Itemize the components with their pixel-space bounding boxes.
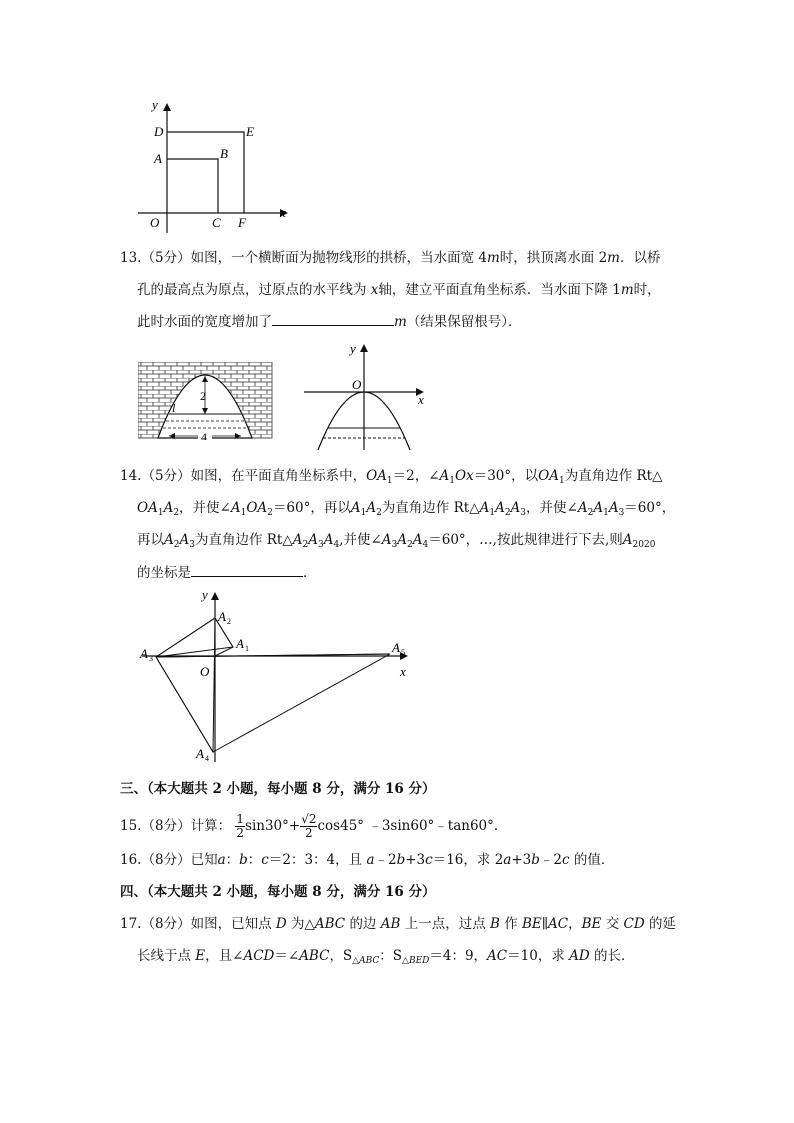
q16 (120, 850, 614, 870)
q17-text: 作 (504, 916, 518, 932)
label-D: D (154, 124, 164, 139)
q17-text: ，S (329, 948, 353, 964)
q14-sub: 1 (489, 508, 496, 518)
label-A2 (217, 609, 231, 626)
q14-A: A (412, 532, 423, 548)
q14-text: 为直角边作 Rt△ (564, 468, 663, 484)
q17-var: BE∥AC (522, 916, 569, 932)
q14-text: 再以 (137, 532, 164, 548)
q17-var: B (490, 916, 500, 932)
q14-Ox: Ox (455, 468, 474, 484)
width-label: 4 (201, 430, 207, 440)
q17-text: 为△ (291, 916, 315, 932)
q14-sub: 2 (504, 508, 511, 518)
q13-width: 4 (478, 250, 487, 266)
label-A4 (195, 746, 209, 763)
svg-text:5: 5 (401, 648, 405, 657)
q14-text: 为直角边作 Rt△ (381, 500, 480, 516)
svg-text:A: A (196, 746, 204, 761)
q16-var: a (366, 852, 375, 868)
q17-text: 如图，已知点 (190, 916, 272, 932)
q16-var: b (396, 852, 406, 868)
q14-A: A (479, 500, 490, 516)
label-E: E (246, 124, 254, 139)
q14-sub: 1 (386, 476, 393, 486)
q17-var: CD (623, 916, 645, 932)
q13-text: 时，拱顶离水面 (499, 250, 595, 266)
q17-line1 (120, 914, 676, 934)
q14-A: A (323, 532, 334, 548)
q17-var: AB (380, 916, 401, 932)
y-axis-arrow (211, 592, 219, 600)
q17-sub: △BED (402, 956, 430, 966)
q15-number: 15. (120, 818, 142, 834)
q14-sub: 3 (520, 508, 527, 518)
q13-number: 13. (120, 250, 142, 266)
q14-sub: 4 (422, 540, 429, 550)
q16-var: b (531, 852, 540, 868)
label-x: x (418, 392, 424, 407)
figure-q14 (138, 586, 428, 764)
q17-var: AC (487, 948, 508, 964)
q17-text: 的长． (594, 948, 635, 964)
q17-sub: △ABC (352, 956, 380, 966)
q13-unit-m: m (486, 250, 500, 266)
q14-line4 (137, 562, 317, 583)
label-F: F (238, 215, 246, 230)
label-l: l (172, 401, 176, 415)
q13-text: 此时水面的宽度增加了 (137, 314, 272, 330)
q13-text: 时， (633, 282, 661, 298)
q14-text: ＝2，∠ (392, 468, 440, 484)
q16-text: ﹣2 (374, 852, 397, 868)
q15-score: （8分） (141, 818, 191, 834)
q13-text: 孔的最高点为原点，过原点的水平线为 (137, 282, 367, 298)
q14-text: ． (303, 565, 317, 581)
q16-number: 16. (120, 852, 142, 868)
q14-A: A (593, 500, 604, 516)
q14-text: ＝60°，…,按此规律进行下去,则 (428, 532, 623, 548)
y-axis-arrow (163, 103, 171, 111)
q14-sub: 2 (376, 508, 382, 518)
svg-text:4: 4 (205, 754, 209, 763)
q14-text: ，并使∠ (179, 500, 231, 516)
q14-line3 (137, 530, 655, 555)
q16-text: +3 (511, 852, 532, 868)
q14-text: ,并使∠ (339, 532, 382, 548)
q14-A: A (308, 532, 318, 548)
q14-sub: 3 (618, 508, 625, 518)
q13-drop: 1 (612, 282, 621, 298)
label-C: C (212, 215, 221, 230)
q16-text: ： (247, 852, 262, 868)
figure-q13-bridge (138, 362, 273, 440)
q14-A: A (439, 468, 450, 484)
label-A3 (139, 646, 153, 663)
label-A5 (391, 640, 405, 657)
q13-unit-m: m (620, 282, 634, 298)
label-A: A (154, 151, 162, 166)
q14-A: A (366, 500, 377, 516)
q14-sub: 1 (240, 508, 247, 518)
q16-var: a (503, 852, 512, 868)
q14-text: ＝60°，再以 (272, 500, 351, 516)
q16-var: c (261, 852, 269, 868)
label-A1 (235, 636, 249, 653)
q17-var: D (275, 916, 287, 932)
q14-A: A (230, 500, 241, 516)
q17-number: 17. (120, 916, 142, 932)
figure-q13-parabola (300, 338, 435, 452)
label-x: x (280, 205, 286, 220)
q14-A: A (292, 532, 303, 548)
q16-var: c (562, 852, 570, 868)
q16-score: （8分） (141, 852, 191, 868)
q14-text: 为直角边作 Rt△ (194, 532, 293, 548)
q17-var: BE (581, 916, 602, 932)
q14-A: A (608, 500, 619, 516)
q14-A: A (350, 500, 361, 516)
q15-cos: cos45° (317, 818, 365, 834)
q17-var: ABC (314, 916, 346, 932)
y-axis-arrow (360, 344, 368, 352)
q17-text: ＝∠ (274, 948, 300, 964)
q17-text: 交 (605, 916, 620, 932)
label-B: B (220, 146, 228, 161)
fraction-sqrt2-over-2: $\frac{√2}{2}$ (301, 812, 317, 840)
q14-A: A (577, 500, 588, 516)
q14-sub: 2 (173, 540, 180, 550)
q14-A: A (163, 500, 174, 516)
q13-height: 2 (598, 250, 608, 266)
label-x: x (400, 664, 406, 679)
rect-ABC (167, 159, 218, 213)
q14-number: 14. (120, 468, 142, 484)
q16-var: a (217, 852, 226, 868)
q15-plus: + (288, 818, 301, 834)
q13-text: （结果保留根号）． (406, 314, 522, 330)
q14-sub: 2 (173, 508, 180, 518)
label-y: y (152, 97, 158, 112)
q17-var: AD (569, 948, 590, 964)
q14-sub: 1 (603, 508, 609, 518)
q17-score: （8分） (141, 916, 191, 932)
q14-sub: 3 (189, 540, 195, 550)
q14-sub: 1 (558, 476, 565, 486)
q14-A: A (397, 532, 408, 548)
svg-text:A: A (236, 636, 244, 651)
q13-text: 如图，一个横断面为抛物线形的拱桥，当水面宽 (190, 250, 475, 266)
figure-q12 (130, 95, 300, 235)
q14-score: （5分） (141, 468, 191, 484)
q13-unit-m: m (607, 250, 620, 266)
q16-text: ＝2：3：4，且 (268, 852, 363, 868)
section-heading-4: 四、（本大题共 2 小题，每小题 8 分，满分 16 分） (120, 884, 436, 900)
answer-blank[interactable] (191, 562, 303, 577)
fraction-half: $\frac{1}{2}$ (236, 812, 245, 840)
q16-text: ＝16，求 2 (432, 852, 504, 868)
q13-line1 (120, 248, 660, 268)
q14-line1 (120, 466, 662, 491)
svg-text:A: A (140, 646, 148, 661)
q16-text: ﹣2 (539, 852, 562, 868)
q17-text: 的延 (648, 916, 676, 932)
svg-text:A: A (392, 640, 400, 655)
label-O: O (352, 377, 362, 392)
label-y: y (202, 587, 208, 602)
q14-A: A (495, 500, 505, 516)
q16-text: 已知 (190, 852, 218, 868)
q16-var: c (425, 852, 433, 868)
q14-A: A (510, 500, 521, 516)
q14-sub: 2 (267, 508, 273, 518)
q14-sub: 3 (391, 540, 398, 550)
q14-sub: 1 (449, 476, 456, 486)
q15 (120, 812, 507, 840)
q13-text: ．以桥 (619, 250, 661, 266)
q17-text: ＝10，求 (507, 948, 565, 964)
q14-OA: OA (538, 468, 559, 484)
q14-sub: 1 (360, 508, 367, 518)
q14-sub: 2 (587, 508, 594, 518)
q14-sub: 2020 (632, 540, 656, 550)
q14-sub: 4 (333, 540, 340, 550)
q17-text: ：S (379, 948, 403, 964)
q14-OA: OA (137, 500, 158, 516)
q14-sub: 3 (317, 540, 324, 550)
q13-line2 (137, 280, 661, 300)
q14-text: ＝60°， (624, 500, 676, 516)
height-label: 2 (200, 389, 206, 403)
q17-text: ， (568, 916, 582, 932)
q16-text: 的值． (569, 852, 615, 868)
q13-x: x (370, 282, 379, 298)
label-O: O (200, 664, 210, 679)
q16-var: b (239, 852, 248, 868)
q14-line2 (137, 498, 675, 523)
q17-text: ＝4：9， (429, 948, 488, 964)
q14-sub: 2 (407, 540, 413, 550)
triangle-A2A3A4 (156, 618, 215, 752)
q14-A: A (381, 532, 392, 548)
q14-OA: OA (366, 468, 387, 484)
q14-text: 的坐标是 (137, 565, 191, 581)
svg-text:A: A (218, 609, 226, 624)
q16-text: ： (225, 852, 240, 868)
q17-line2 (137, 946, 635, 971)
q14-A: A (622, 532, 633, 548)
q14-A: A (179, 532, 190, 548)
svg-text:2: 2 (227, 617, 231, 626)
q17-var: ACD (243, 948, 275, 964)
svg-text:1: 1 (245, 644, 249, 653)
q17-text: ，且∠ (205, 948, 244, 964)
q17-var: ABC (299, 948, 330, 964)
q14-text: ＝30°，以 (473, 468, 539, 484)
q15-text: ﹣3sin60°﹣tan60°． (368, 818, 508, 834)
q13-text: 轴，建立平面直角坐标系．当水面下降 (378, 282, 608, 298)
q14-sub: 1 (157, 508, 164, 518)
q14-text: ，并使∠ (526, 500, 578, 516)
rect-dEF (167, 132, 244, 213)
q14-A: A (164, 532, 174, 548)
q17-var: E (195, 948, 206, 964)
q13-line3 (137, 311, 522, 332)
triangle-A3A4A5 (156, 654, 390, 752)
q17-text: 上一点，过点 (404, 916, 486, 932)
q14-OA: OA (246, 500, 268, 516)
label-y: y (350, 341, 356, 356)
section-heading-3: 三、（本大题共 2 小题，每小题 8 分，满分 16 分） (120, 781, 436, 797)
svg-text:3: 3 (149, 654, 153, 663)
q13-unit: m (394, 314, 407, 330)
q17-text: 长线于点 (137, 948, 191, 964)
q16-text: +3 (405, 852, 426, 868)
q13-score: （5分） (141, 250, 191, 266)
answer-blank[interactable] (272, 311, 394, 326)
q17-text: 的边 (349, 916, 377, 932)
q14-sub: 2 (302, 540, 309, 550)
label-O: O (150, 215, 160, 230)
q15-sin: sin30° (245, 818, 289, 834)
q15-text: 计算： (190, 818, 232, 834)
q14-text: 如图，在平面直角坐标系中， (190, 468, 367, 484)
